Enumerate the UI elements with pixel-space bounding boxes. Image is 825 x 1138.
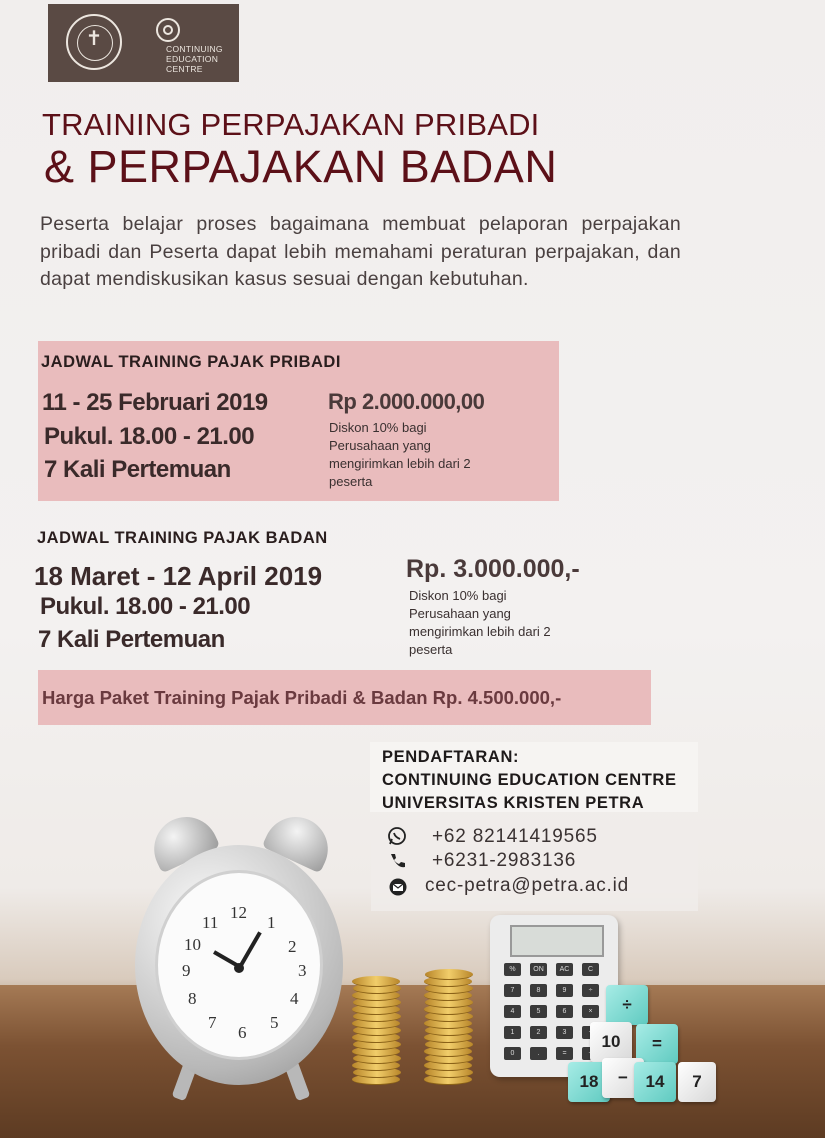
cross-icon: ✝ xyxy=(85,28,103,50)
pribadi-dates: 11 - 25 Februari 2019 xyxy=(42,389,268,416)
calculator-key: 2 xyxy=(530,1026,547,1039)
calculator-key: × xyxy=(582,1005,599,1018)
pribadi-time: Pukul. 18.00 - 21.00 xyxy=(44,423,255,450)
clock-number: 10 xyxy=(184,935,201,954)
calculator-key: % xyxy=(504,963,521,976)
discount-line: Diskon 10% bagi xyxy=(409,588,507,603)
math-cube: = xyxy=(636,1024,678,1064)
page-title-line2: & PERPAJAKAN BADAN xyxy=(44,141,558,192)
clock-number: 1 xyxy=(267,913,276,932)
calculator-key: AC xyxy=(556,963,573,976)
cec-line: CENTRE xyxy=(166,64,203,74)
university-seal-logo xyxy=(66,14,122,70)
clock-number: 4 xyxy=(290,989,299,1008)
calculator-key: 8 xyxy=(530,984,547,997)
math-cube: 7 xyxy=(678,1062,716,1102)
discount-line: peserta xyxy=(409,642,453,657)
calculator-key: ON xyxy=(530,963,547,976)
clock-number: 3 xyxy=(298,961,307,980)
contact-whatsapp[interactable]: +62 82141419565 xyxy=(432,826,598,847)
pribadi-price: Rp 2.000.000,00 xyxy=(328,389,485,414)
clock-center xyxy=(234,963,244,973)
cec-logo-text xyxy=(166,44,223,74)
clock-number: 11 xyxy=(202,913,219,932)
math-cube: 18 xyxy=(568,1062,610,1102)
discount-line: Perusahaan yang xyxy=(329,438,431,453)
pribadi-discount xyxy=(329,419,471,491)
calculator-key: . xyxy=(530,1047,547,1060)
math-cube: 10 xyxy=(590,1022,632,1062)
contact-phone[interactable]: +6231-2983136 xyxy=(432,850,577,871)
badan-dates: 18 Maret - 12 April 2019 xyxy=(34,561,323,591)
discount-line: peserta xyxy=(329,474,373,489)
clock-number: 8 xyxy=(188,989,197,1008)
clock-number: 6 xyxy=(238,1023,247,1042)
whatsapp-icon xyxy=(387,826,407,851)
clock-number: 5 xyxy=(270,1013,279,1032)
registration-line: PENDAFTARAN: xyxy=(382,748,520,766)
calculator-key: 6 xyxy=(556,1005,573,1018)
pribadi-heading: JADWAL TRAINING PAJAK PRIBADI xyxy=(41,353,341,371)
clock-hand-minute xyxy=(238,931,261,968)
calculator-key: 4 xyxy=(504,1005,521,1018)
badan-heading: JADWAL TRAINING PAJAK BADAN xyxy=(37,529,328,547)
page-title-line1: TRAINING PERPAJAKAN PRIBADI xyxy=(42,107,540,142)
clock-number: 9 xyxy=(182,961,191,980)
contact-email[interactable]: cec-petra@petra.ac.id xyxy=(425,875,630,896)
intro-paragraph: Peserta belajar proses bagaimana membuat pelaporan perpajakan pribadi dan Peserta dapat lebih memahami peraturan perpajakan, dan dapat mendiskusikan kasus sesuai dengan kebutuhan. xyxy=(40,213,681,290)
discount-line: Diskon 10% bagi xyxy=(329,420,427,435)
badan-discount xyxy=(409,587,551,659)
badan-sessions: 7 Kali Pertemuan xyxy=(38,626,225,653)
coin-stack-right xyxy=(424,972,472,1085)
clock-number: 12 xyxy=(230,903,247,922)
calculator-key: 1 xyxy=(504,1026,521,1039)
calculator-screen xyxy=(510,925,604,957)
math-cube: − xyxy=(602,1058,644,1098)
calculator-key: 5 xyxy=(530,1005,547,1018)
discount-line: mengirimkan lebih dari 2 xyxy=(409,624,551,639)
registration-line: CONTINUING EDUCATION CENTRE xyxy=(382,771,677,789)
logo-bar xyxy=(48,4,239,82)
calculator-key: 3 xyxy=(556,1026,573,1039)
calculator-key: 7 xyxy=(504,984,521,997)
calculator-key: 9 xyxy=(556,984,573,997)
discount-line: mengirimkan lebih dari 2 xyxy=(329,456,471,471)
math-cube: 14 xyxy=(634,1062,676,1102)
math-cube: ÷ xyxy=(606,985,648,1025)
clock-number: 2 xyxy=(288,937,297,956)
cec-line: EDUCATION xyxy=(166,54,219,64)
coin xyxy=(425,969,473,980)
phone-icon xyxy=(388,852,406,875)
calculator-key: 0 xyxy=(504,1047,521,1060)
cec-logo-icon xyxy=(156,18,180,42)
registration-text xyxy=(382,746,677,815)
clock-face xyxy=(155,870,323,1060)
package-price-text: Harga Paket Training Pajak Pribadi & Badan Rp. 4.500.000,- xyxy=(42,687,562,708)
discount-line: Perusahaan yang xyxy=(409,606,511,621)
clock-number: 7 xyxy=(208,1013,217,1032)
cec-logo-inner xyxy=(163,25,173,35)
badan-price: Rp. 3.000.000,- xyxy=(406,555,580,583)
calculator-key: = xyxy=(556,1047,573,1060)
coin xyxy=(352,976,400,987)
calculator-key: ÷ xyxy=(582,984,599,997)
cec-line: CONTINUING xyxy=(166,44,223,54)
badan-time: Pukul. 18.00 - 21.00 xyxy=(40,593,251,620)
calculator-key: C xyxy=(582,963,599,976)
coin-stack-left xyxy=(352,975,400,1085)
registration-line: UNIVERSITAS KRISTEN PETRA xyxy=(382,794,645,812)
pribadi-sessions: 7 Kali Pertemuan xyxy=(44,456,231,483)
email-icon xyxy=(388,878,408,901)
